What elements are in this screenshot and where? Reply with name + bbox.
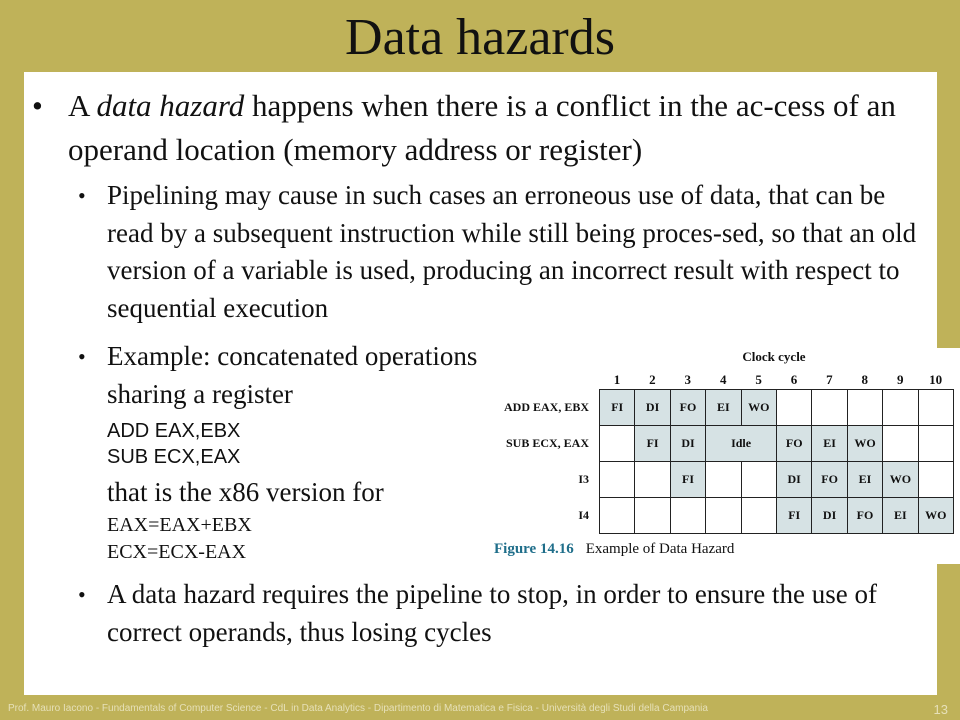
empty-cell — [811, 389, 847, 426]
equation-2: ECX=ECX-EAX — [107, 541, 247, 563]
empty-cell — [599, 425, 635, 462]
pipeline-stage-cell: Idle — [705, 425, 777, 462]
instruction-label: ADD EAX, EBX — [503, 400, 589, 414]
bullet-dot: • — [32, 88, 43, 123]
code-line-sub: SUB ECX,EAX — [107, 446, 241, 468]
example-line-3: that is the x86 version for — [107, 477, 384, 507]
cycle-number: 6 — [790, 372, 798, 387]
empty-cell — [741, 497, 777, 534]
pipeline-stage-cell: FO — [670, 389, 706, 426]
subbullet-text: A data hazard requires the pipeline to stop, in order to ensure the use of correct operands, thus losing cycles — [107, 579, 878, 647]
empty-cell — [670, 497, 706, 534]
empty-cell — [776, 389, 812, 426]
pipeline-stage-cell: EI — [847, 461, 883, 498]
bullet-dot: • — [78, 582, 86, 607]
cycle-number: 4 — [719, 372, 727, 387]
pipeline-stage-cell: WO — [882, 461, 918, 498]
code-line-add: ADD EAX,EBX — [107, 420, 241, 442]
empty-cell — [918, 461, 954, 498]
pipeline-stage-cell: EI — [882, 497, 918, 534]
pipeline-stage-cell: FI — [776, 497, 812, 534]
pipeline-stage-cell: DI — [776, 461, 812, 498]
empty-cell — [634, 461, 670, 498]
empty-cell — [847, 389, 883, 426]
empty-cell — [599, 461, 635, 498]
pipeline-stage-cell: FI — [599, 389, 635, 426]
pipeline-stage-cell: FO — [811, 461, 847, 498]
clock-cycle-header: Clock cycle — [742, 349, 806, 364]
pipeline-stage-cell: FI — [634, 425, 670, 462]
figure-number: Figure 14.16 — [494, 541, 574, 557]
empty-cell — [599, 497, 635, 534]
cycle-number: 2 — [649, 372, 656, 387]
empty-cell — [634, 497, 670, 534]
cycle-number: 3 — [684, 372, 692, 387]
cycle-number: 8 — [861, 372, 869, 387]
pipeline-stage-cell: EI — [705, 389, 741, 426]
bullet-dot: • — [78, 344, 86, 369]
page-number: 13 — [933, 702, 948, 717]
emphasis-term: data hazard — [96, 88, 245, 123]
pipeline-stage-cell: DI — [634, 389, 670, 426]
pipeline-stage-cell: DI — [811, 497, 847, 534]
instruction-label: SUB ECX, EAX — [505, 436, 589, 450]
subbullet-text: Pipelining may cause in such cases an erroneous use of data, that can be read by a subsequent instruction while still being proces-sed, so that an old version of a variable is used, producing an incorrect result with respect to sequential execution — [107, 180, 917, 323]
cycle-number: 7 — [826, 372, 833, 387]
slide-title: Data hazards — [345, 9, 615, 66]
pipeline-grid — [599, 389, 953, 533]
example-line-2: sharing a register — [107, 379, 293, 409]
pipeline-stage-cell: FO — [847, 497, 883, 534]
equation-1: EAX=EAX+EBX — [107, 514, 252, 536]
cycle-number: 5 — [755, 372, 762, 387]
figure-caption-text: Example of Data Hazard — [585, 541, 735, 557]
pipeline-stage-cell: EI — [811, 425, 847, 462]
bullet-text: A data hazard happens when there is a conflict in the ac-cess of an operand location (memory address or register) — [68, 88, 896, 167]
pipeline-stage-cell: FO — [776, 425, 812, 462]
instruction-label: I4 — [578, 508, 589, 522]
figure-caption — [494, 541, 734, 558]
empty-cell — [705, 461, 741, 498]
cycle-number: 9 — [896, 372, 904, 387]
cycle-number: 10 — [929, 372, 943, 387]
instruction-label: I3 — [578, 472, 589, 486]
empty-cell — [918, 389, 954, 426]
empty-cell — [882, 389, 918, 426]
empty-cell — [705, 497, 741, 534]
footer-credits: Prof. Mauro Iacono - Fundamentals of Computer Science - CdL in Data Analytics - Dipartimento di Matematica e Fisica - Università degli Studi della Campania — [8, 703, 708, 714]
empty-cell — [918, 425, 954, 462]
pipeline-stage-cell: WO — [847, 425, 883, 462]
pipeline-stage-cell: WO — [918, 497, 954, 534]
pipeline-stage-cell: FI — [670, 461, 706, 498]
pipeline-stage-cell: WO — [741, 389, 777, 426]
empty-cell — [741, 461, 777, 498]
empty-cell — [882, 425, 918, 462]
subbullet-text: Example: concatenated operations — [107, 341, 478, 371]
pipeline-stage-cell: DI — [670, 425, 706, 462]
bullet-dot: • — [78, 183, 86, 208]
cycle-number: 1 — [613, 372, 621, 387]
